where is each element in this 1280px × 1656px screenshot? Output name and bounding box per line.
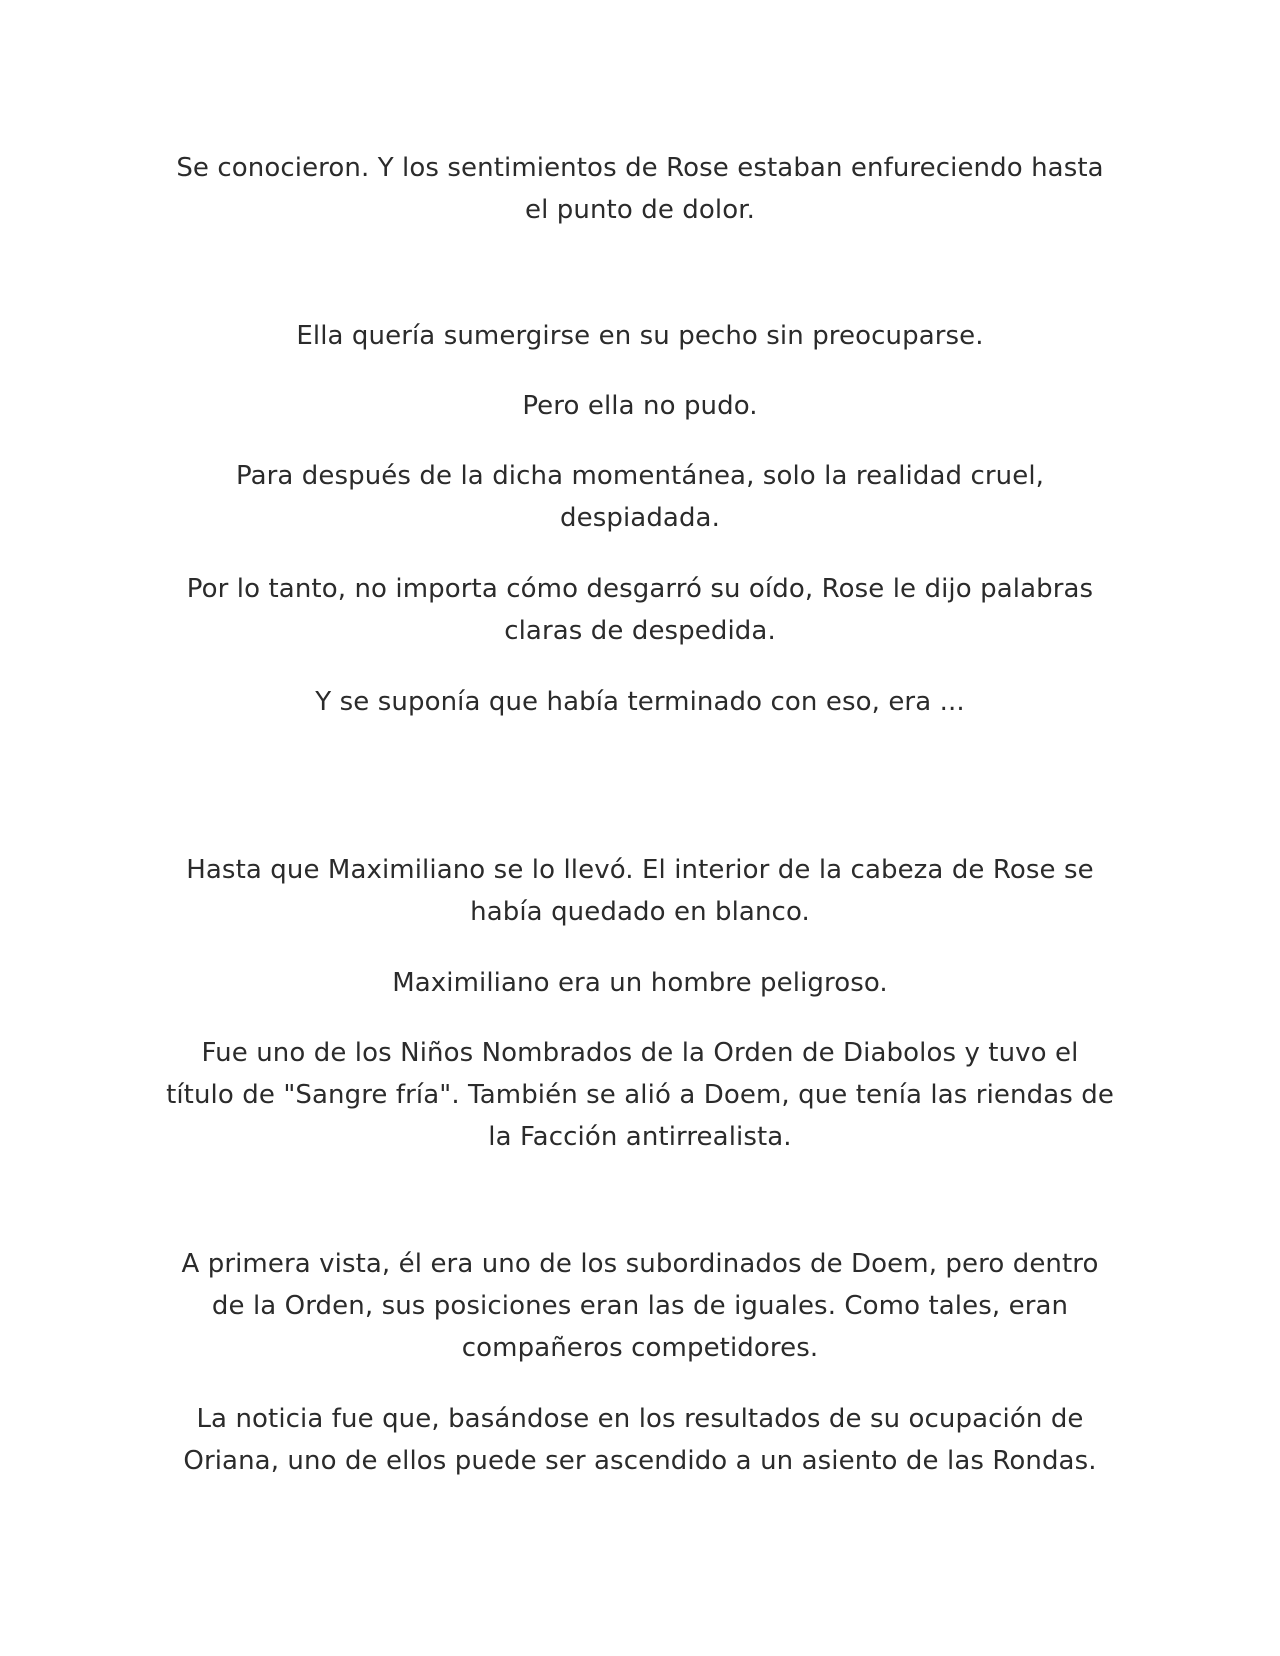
paragraph: Hasta que Maximiliano se lo llevó. El interior de la cabeza de Rose se había quedado en blanco. <box>186 855 1094 927</box>
paragraph: Maximiliano era un hombre peligroso. <box>392 968 888 998</box>
paragraph: A primera vista, él era uno de los subordinados de Doem, pero dentro de la Orden, sus posiciones eran las de iguales. Como tales, eran compañeros competidores. <box>181 1249 1099 1363</box>
paragraph: Y se suponía que había terminado con eso, era ... <box>315 687 965 717</box>
paragraph: Para después de la dicha momentánea, solo la realidad cruel, despiadada. <box>235 461 1045 533</box>
paragraph: Por lo tanto, no importa cómo desgarró su oído, Rose le dijo palabras claras de despedida. <box>186 574 1094 646</box>
paragraph: Ella quería sumergirse en su pecho sin preocuparse. <box>296 321 984 351</box>
paragraph: La noticia fue que, basándose en los resultados de su ocupación de Oriana, uno de ellos puede ser ascendido a un asiento de las Rondas. <box>183 1404 1097 1476</box>
paragraph: Se conocieron. Y los sentimientos de Rose estaban enfureciendo hasta el punto de dolor. <box>176 153 1104 225</box>
paragraph: Fue uno de los Niños Nombrados de la Orden de Diabolos y tuvo el título de "Sangre fría". También se alió a Doem, que tenía las riendas de la Facción antirrealista. <box>166 1038 1114 1152</box>
paragraph: Pero ella no pudo. <box>522 391 758 421</box>
